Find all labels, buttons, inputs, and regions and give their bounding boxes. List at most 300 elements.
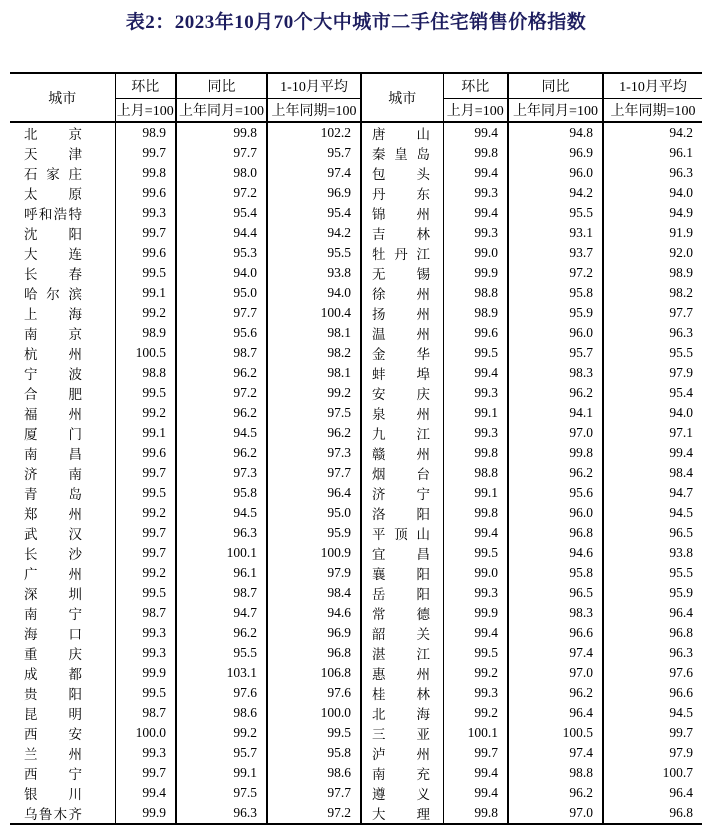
table-row — [10, 443, 702, 463]
city-cell — [10, 743, 115, 763]
city-cell — [361, 163, 443, 183]
avg-value-cell: 96.9 — [267, 623, 361, 643]
yoy-value-cell: 99.2 — [176, 723, 267, 743]
avg-value-cell: 97.7 — [603, 303, 702, 323]
yoy-value-cell: 103.1 — [176, 663, 267, 683]
city-cell — [10, 283, 115, 303]
mom-value-cell: 99.0 — [443, 243, 508, 263]
table-row — [10, 763, 702, 783]
mom-value-cell: 99.4 — [443, 163, 508, 183]
city-name: 青岛 — [24, 487, 82, 502]
yoy-value-cell: 97.0 — [508, 663, 603, 683]
avg-value-cell: 98.1 — [267, 323, 361, 343]
table-row — [10, 163, 702, 183]
city-name: 贵阳 — [24, 687, 82, 702]
yoy-value-cell: 97.3 — [176, 463, 267, 483]
yoy-value-cell: 96.9 — [508, 143, 603, 163]
city-name: 洛阳 — [372, 507, 430, 522]
city-name: 吉林 — [372, 227, 430, 242]
mom-value-cell: 99.6 — [443, 323, 508, 343]
city-name: 无锡 — [372, 267, 430, 282]
avg-value-cell: 93.8 — [267, 263, 361, 283]
city-cell — [10, 263, 115, 283]
city-name: 泉州 — [372, 407, 430, 422]
city-name: 昆明 — [24, 707, 82, 722]
yoy-value-cell: 97.6 — [176, 683, 267, 703]
avg-value-cell: 97.3 — [267, 443, 361, 463]
city-name: 长春 — [24, 267, 82, 282]
mom-value-cell: 98.8 — [115, 363, 176, 383]
mom-value-cell: 99.6 — [115, 443, 176, 463]
mom-value-cell: 99.9 — [443, 263, 508, 283]
avg-value-cell: 97.2 — [267, 803, 361, 824]
city-cell — [10, 643, 115, 663]
table-row — [10, 683, 702, 703]
yoy-value-cell: 93.1 — [508, 223, 603, 243]
yoy-value-cell: 97.4 — [508, 743, 603, 763]
avg-value-cell: 100.9 — [267, 543, 361, 563]
city-name: 大理 — [372, 807, 430, 822]
city-name: 上海 — [24, 307, 82, 322]
mom-value-cell: 99.2 — [115, 563, 176, 583]
city-name: 遵义 — [372, 787, 430, 802]
mom-value-cell: 99.8 — [443, 443, 508, 463]
mom-value-cell: 99.7 — [443, 743, 508, 763]
city-name: 厦门 — [24, 427, 82, 442]
yoy-value-cell: 95.9 — [508, 303, 603, 323]
yoy-value-cell: 97.0 — [508, 803, 603, 824]
table-row — [10, 503, 702, 523]
city-cell — [361, 563, 443, 583]
table-body — [10, 122, 702, 824]
city-name: 北京 — [24, 127, 82, 142]
mom-value-cell: 98.9 — [115, 122, 176, 143]
yoy-value-cell: 95.8 — [176, 483, 267, 503]
yoy-value-cell: 100.1 — [176, 543, 267, 563]
mom-value-cell: 99.3 — [443, 583, 508, 603]
avg-value-cell: 96.1 — [603, 143, 702, 163]
table-row — [10, 523, 702, 543]
yoy-value-cell: 95.8 — [508, 563, 603, 583]
yoy-value-cell: 96.0 — [508, 323, 603, 343]
yoy-value-cell: 96.3 — [176, 803, 267, 824]
city-cell — [361, 623, 443, 643]
yoy-value-cell: 99.1 — [176, 763, 267, 783]
city-cell — [361, 243, 443, 263]
table-row — [10, 203, 702, 223]
avg-value-cell: 93.8 — [603, 543, 702, 563]
table-row — [10, 323, 702, 343]
mom-value-cell: 99.1 — [443, 483, 508, 503]
city-name: 桂林 — [372, 687, 430, 702]
mom-value-cell: 99.3 — [115, 203, 176, 223]
mom-value-cell: 99.7 — [115, 143, 176, 163]
avg-value-cell: 99.7 — [603, 723, 702, 743]
avg-value-cell: 97.9 — [267, 563, 361, 583]
avg-value-cell: 95.9 — [267, 523, 361, 543]
city-name: 郑州 — [24, 507, 82, 522]
mom-value-cell: 99.4 — [443, 203, 508, 223]
yoy-value-cell: 97.2 — [176, 383, 267, 403]
yoy-value-cell: 96.2 — [508, 383, 603, 403]
avg-value-cell: 99.4 — [603, 443, 702, 463]
avg-value-cell: 95.5 — [603, 563, 702, 583]
city-name: 秦皇岛 — [372, 147, 430, 162]
city-cell — [361, 543, 443, 563]
city-name: 烟台 — [372, 467, 430, 482]
mom-value-cell: 99.5 — [443, 343, 508, 363]
city-name: 岳阳 — [372, 587, 430, 602]
table-row — [10, 263, 702, 283]
mom-value-cell: 99.7 — [115, 523, 176, 543]
city-cell — [361, 423, 443, 443]
mom-value-cell: 99.2 — [115, 303, 176, 323]
yoy-value-cell: 95.3 — [176, 243, 267, 263]
mom-value-cell: 99.1 — [443, 403, 508, 423]
mom-value-cell: 99.4 — [443, 623, 508, 643]
table-row — [10, 563, 702, 583]
table-row — [10, 363, 702, 383]
avg-value-cell: 95.8 — [267, 743, 361, 763]
mom-value-cell: 99.4 — [443, 783, 508, 803]
mom-value-cell: 99.6 — [115, 243, 176, 263]
avg-value-cell: 98.2 — [603, 283, 702, 303]
city-name: 北海 — [372, 707, 430, 722]
avg-value-cell: 97.5 — [267, 403, 361, 423]
mom-value-cell: 99.2 — [115, 503, 176, 523]
yoy-value-cell: 97.0 — [508, 423, 603, 443]
price-index-table — [10, 72, 702, 825]
mom-value-cell: 99.3 — [115, 643, 176, 663]
city-name: 兰州 — [24, 747, 82, 762]
table-row — [10, 423, 702, 443]
mom-value-cell: 99.3 — [443, 223, 508, 243]
table-row — [10, 383, 702, 403]
city-cell — [10, 343, 115, 363]
city-name: 济南 — [24, 467, 82, 482]
yoy-value-cell: 98.6 — [176, 703, 267, 723]
city-cell — [361, 683, 443, 703]
header-mom-left: 环比 — [115, 73, 176, 99]
city-cell — [361, 703, 443, 723]
avg-value-cell: 95.9 — [603, 583, 702, 603]
header-avg-right: 1-10月平均 — [603, 73, 702, 99]
mom-value-cell: 99.4 — [443, 763, 508, 783]
avg-value-cell: 98.6 — [267, 763, 361, 783]
header-city-right: 城市 — [361, 73, 443, 122]
avg-value-cell: 94.0 — [603, 403, 702, 423]
city-cell — [10, 543, 115, 563]
yoy-value-cell: 94.5 — [176, 423, 267, 443]
avg-value-cell: 97.9 — [603, 743, 702, 763]
yoy-value-cell: 95.0 — [176, 283, 267, 303]
city-cell — [10, 323, 115, 343]
avg-value-cell: 96.3 — [603, 163, 702, 183]
table-row — [10, 643, 702, 663]
avg-value-cell: 97.4 — [267, 163, 361, 183]
table-row — [10, 743, 702, 763]
city-name: 九江 — [372, 427, 430, 442]
city-cell — [10, 723, 115, 743]
city-cell — [361, 503, 443, 523]
mom-value-cell: 99.5 — [115, 683, 176, 703]
avg-value-cell: 96.3 — [603, 323, 702, 343]
table-row — [10, 303, 702, 323]
mom-value-cell: 99.8 — [443, 143, 508, 163]
table-row — [10, 723, 702, 743]
city-cell — [10, 603, 115, 623]
header-city-left: 城市 — [48, 91, 77, 107]
city-cell — [10, 763, 115, 783]
table-row — [10, 703, 702, 723]
yoy-value-cell: 94.0 — [176, 263, 267, 283]
yoy-value-cell: 94.8 — [508, 122, 603, 143]
city-cell — [10, 223, 115, 243]
avg-value-cell: 95.4 — [267, 203, 361, 223]
yoy-value-cell: 97.5 — [176, 783, 267, 803]
yoy-value-cell: 98.7 — [176, 583, 267, 603]
mom-value-cell: 99.5 — [115, 383, 176, 403]
mom-value-cell: 100.5 — [115, 343, 176, 363]
yoy-value-cell: 99.8 — [176, 122, 267, 143]
yoy-value-cell: 98.7 — [176, 343, 267, 363]
city-name: 温州 — [372, 327, 430, 342]
yoy-value-cell: 95.7 — [508, 343, 603, 363]
avg-value-cell: 97.9 — [603, 363, 702, 383]
mom-value-cell: 99.7 — [115, 223, 176, 243]
table-row — [10, 223, 702, 243]
avg-value-cell: 100.4 — [267, 303, 361, 323]
table-row — [10, 283, 702, 303]
city-name: 南昌 — [24, 447, 82, 462]
mom-value-cell: 99.7 — [115, 463, 176, 483]
mom-value-cell: 99.8 — [443, 803, 508, 824]
yoy-value-cell: 96.2 — [508, 783, 603, 803]
city-name: 牡丹江 — [372, 247, 430, 262]
avg-value-cell: 94.5 — [603, 503, 702, 523]
page — [0, 11, 712, 822]
city-name: 乌鲁木齐 — [24, 807, 82, 822]
city-cell — [361, 363, 443, 383]
yoy-value-cell: 100.5 — [508, 723, 603, 743]
mom-value-cell: 99.2 — [443, 703, 508, 723]
yoy-value-cell: 94.1 — [508, 403, 603, 423]
city-cell — [361, 443, 443, 463]
yoy-value-cell: 96.0 — [508, 163, 603, 183]
yoy-value-cell: 97.7 — [176, 303, 267, 323]
avg-value-cell: 102.2 — [267, 122, 361, 143]
yoy-value-cell: 96.8 — [508, 523, 603, 543]
mom-value-cell: 99.9 — [115, 803, 176, 824]
avg-value-cell: 98.2 — [267, 343, 361, 363]
avg-value-cell: 95.0 — [267, 503, 361, 523]
subheader-yoy-base-left: 上年同月=100 — [176, 99, 267, 123]
city-cell — [10, 363, 115, 383]
city-name: 韶关 — [372, 627, 430, 642]
avg-value-cell: 94.2 — [267, 223, 361, 243]
avg-value-cell: 94.0 — [267, 283, 361, 303]
mom-value-cell: 99.7 — [115, 543, 176, 563]
city-cell — [361, 323, 443, 343]
yoy-value-cell: 94.2 — [508, 183, 603, 203]
table-row — [10, 343, 702, 363]
avg-value-cell: 100.0 — [267, 703, 361, 723]
table-row — [10, 143, 702, 163]
yoy-value-cell: 98.3 — [508, 603, 603, 623]
city-cell — [361, 263, 443, 283]
yoy-value-cell: 96.0 — [508, 503, 603, 523]
avg-value-cell: 96.2 — [267, 423, 361, 443]
city-name: 成都 — [24, 667, 82, 682]
city-cell — [361, 463, 443, 483]
city-name: 丹东 — [372, 187, 430, 202]
city-cell — [10, 383, 115, 403]
city-name: 银川 — [24, 787, 82, 802]
yoy-value-cell: 96.3 — [176, 523, 267, 543]
city-name: 徐州 — [372, 287, 430, 302]
city-cell — [361, 303, 443, 323]
city-cell — [10, 403, 115, 423]
yoy-value-cell: 98.3 — [508, 363, 603, 383]
avg-value-cell: 94.7 — [603, 483, 702, 503]
mom-value-cell: 99.3 — [443, 183, 508, 203]
city-cell — [10, 163, 115, 183]
avg-value-cell: 96.4 — [603, 783, 702, 803]
city-name: 石家庄 — [24, 167, 82, 182]
yoy-value-cell: 96.2 — [176, 623, 267, 643]
city-name: 合肥 — [24, 387, 82, 402]
mom-value-cell: 99.5 — [443, 643, 508, 663]
avg-value-cell: 100.7 — [603, 763, 702, 783]
yoy-value-cell: 97.2 — [508, 263, 603, 283]
avg-value-cell: 96.5 — [603, 523, 702, 543]
city-cell — [361, 803, 443, 824]
avg-value-cell: 94.0 — [603, 183, 702, 203]
city-cell — [361, 763, 443, 783]
city-cell — [361, 583, 443, 603]
mom-value-cell: 99.2 — [443, 663, 508, 683]
city-cell — [10, 303, 115, 323]
mom-value-cell: 98.9 — [115, 323, 176, 343]
avg-value-cell: 97.7 — [267, 783, 361, 803]
table-row — [10, 463, 702, 483]
yoy-value-cell: 95.6 — [176, 323, 267, 343]
city-cell — [10, 143, 115, 163]
mom-value-cell: 99.8 — [443, 503, 508, 523]
table-row — [10, 403, 702, 423]
city-name: 泸州 — [372, 747, 430, 762]
yoy-value-cell: 96.2 — [508, 463, 603, 483]
city-cell — [10, 203, 115, 223]
avg-value-cell: 99.2 — [267, 383, 361, 403]
city-name: 南宁 — [24, 607, 82, 622]
mom-value-cell: 99.8 — [115, 163, 176, 183]
header-avg-left: 1-10月平均 — [267, 73, 361, 99]
city-cell — [10, 423, 115, 443]
avg-value-cell: 97.1 — [603, 423, 702, 443]
table-row — [10, 543, 702, 563]
avg-value-cell: 96.8 — [267, 643, 361, 663]
table-row — [10, 663, 702, 683]
header-mom-right: 环比 — [443, 73, 508, 99]
city-cell — [361, 183, 443, 203]
mom-value-cell: 98.7 — [115, 703, 176, 723]
city-cell — [10, 623, 115, 643]
avg-value-cell: 94.9 — [603, 203, 702, 223]
city-name: 沈阳 — [24, 227, 82, 242]
city-name: 唐山 — [372, 127, 430, 142]
city-cell — [361, 523, 443, 543]
table-row — [10, 122, 702, 143]
city-cell — [361, 643, 443, 663]
city-cell — [361, 403, 443, 423]
mom-value-cell: 99.4 — [443, 363, 508, 383]
city-cell — [361, 743, 443, 763]
yoy-value-cell: 96.2 — [176, 403, 267, 423]
yoy-value-cell: 95.7 — [176, 743, 267, 763]
city-cell — [10, 183, 115, 203]
mom-value-cell: 98.9 — [443, 303, 508, 323]
mom-value-cell: 99.7 — [115, 763, 176, 783]
yoy-value-cell: 95.5 — [508, 203, 603, 223]
city-name: 西安 — [24, 727, 82, 742]
mom-value-cell: 99.9 — [443, 603, 508, 623]
city-name: 蚌埠 — [372, 367, 430, 382]
mom-value-cell: 99.4 — [443, 523, 508, 543]
city-name: 广州 — [24, 567, 82, 582]
city-name: 三亚 — [372, 727, 430, 742]
yoy-value-cell: 97.2 — [176, 183, 267, 203]
yoy-value-cell: 97.7 — [176, 143, 267, 163]
mom-value-cell: 99.4 — [115, 783, 176, 803]
yoy-value-cell: 95.8 — [508, 283, 603, 303]
city-name: 济宁 — [372, 487, 430, 502]
avg-value-cell: 95.7 — [267, 143, 361, 163]
avg-value-cell: 96.9 — [267, 183, 361, 203]
city-name: 西宁 — [24, 767, 82, 782]
avg-value-cell: 95.5 — [603, 343, 702, 363]
mom-value-cell: 99.5 — [443, 543, 508, 563]
yoy-value-cell: 95.4 — [176, 203, 267, 223]
avg-value-cell: 96.4 — [267, 483, 361, 503]
avg-value-cell: 98.4 — [267, 583, 361, 603]
city-cell — [10, 503, 115, 523]
city-name: 大连 — [24, 247, 82, 262]
city-name: 长沙 — [24, 547, 82, 562]
yoy-value-cell: 98.8 — [508, 763, 603, 783]
mom-value-cell: 98.8 — [443, 463, 508, 483]
city-name: 深圳 — [24, 587, 82, 602]
subheader-yoy-base-right: 上年同月=100 — [508, 99, 603, 123]
table-row — [10, 243, 702, 263]
mom-value-cell: 99.1 — [115, 423, 176, 443]
yoy-value-cell: 96.2 — [176, 443, 267, 463]
city-name: 宜昌 — [372, 547, 430, 562]
city-name: 襄阳 — [372, 567, 430, 582]
avg-value-cell: 95.4 — [603, 383, 702, 403]
avg-value-cell: 98.1 — [267, 363, 361, 383]
mom-value-cell: 99.0 — [443, 563, 508, 583]
city-name: 海口 — [24, 627, 82, 642]
yoy-value-cell: 94.4 — [176, 223, 267, 243]
city-cell — [361, 663, 443, 683]
yoy-value-cell: 99.8 — [508, 443, 603, 463]
avg-value-cell: 106.8 — [267, 663, 361, 683]
city-cell — [10, 683, 115, 703]
city-name: 杭州 — [24, 347, 82, 362]
city-name: 武汉 — [24, 527, 82, 542]
mom-value-cell: 99.3 — [115, 623, 176, 643]
